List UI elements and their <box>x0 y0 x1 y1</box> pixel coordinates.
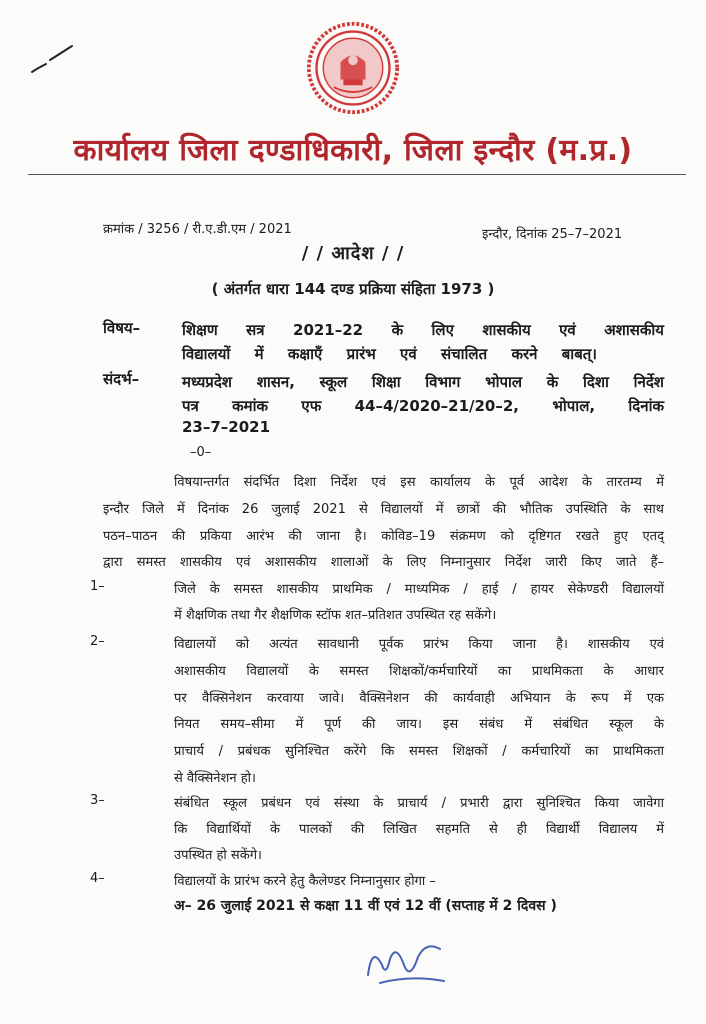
point-line: में शैक्षणिक तथा गैर शैक्षणिक स्टॉफ शत–प्रतिशत उपस्थित रह सकेंगे। <box>174 608 497 623</box>
point-line: जिले के समस्त शासकीय प्राथमिक / माध्यमिक / हाई / हायर सेकेण्डरी विद्यालयों <box>174 582 664 597</box>
point-number: 3– <box>90 793 105 808</box>
reference-line: मध्यप्रदेश शासन, स्कूल शिक्षा विभाग भोपाल के दिशा निर्देश <box>182 373 664 391</box>
point-number: 2– <box>90 634 105 649</box>
reference-line: पत्र कमांक एफ 44–4/2020–21/20–2, भोपाल, दिनांक <box>182 397 664 415</box>
point-number: 4– <box>90 871 105 886</box>
order-heading: / / आदेश / / <box>301 243 405 264</box>
order-place-date: इन्दौर, दिनांक 25–7–2021 <box>482 227 623 242</box>
point-line: विद्यालयों के प्रारंभ करने हेतु कैलेण्डर निम्नानुसार होगा – <box>174 874 436 889</box>
order-reference-number: क्रमांक / 3256 / री.ए.डी.एम / 2021 <box>103 222 292 237</box>
intro-line: द्वारा समस्त शासकीय एवं अशासकीय शालाओं के लिए निम्नानुसार निर्देश जारी किए जाते हैं– <box>103 555 664 570</box>
point-line: अशासकीय विद्यालयों के समस्त शिक्षकों/कर्मचारियों का प्राथमिकता के आधार <box>174 664 664 679</box>
office-title: कार्यालय जिला दण्डाधिकारी, जिला इन्दौर (म.प्र.) <box>73 133 633 168</box>
point-line: संबंधित स्कूल प्रबंधन एवं संस्था के प्राचार्य / प्रभारी द्वारा सुनिश्चित किया जावेगा <box>174 796 664 811</box>
point-line: नियत समय–सीमा में पूर्ण की जाय। इस संबंध में संबंधित स्कूल के <box>174 717 664 732</box>
point-line: उपस्थित हो सकेंगे। <box>174 848 262 863</box>
point-number: 1– <box>90 579 105 594</box>
schedule-line: अ– 26 जुलाई 2021 से कक्षा 11 वीं एवं 12 वीं (सप्ताह में 2 दिवस ) <box>174 898 557 914</box>
header-divider <box>28 174 686 175</box>
point-line: पर वैक्सिनेशन करवाया जावे। वैक्सिनेशन की कार्यवाही अभियान के रूप में एक <box>174 691 664 706</box>
subject-line: शिक्षण सत्र 2021–22 के लिए शासकीय एवं अशासकीय <box>182 321 664 339</box>
point-line: विद्यालयों को अत्यंत सावधानी पूर्वक प्रारंभ किया जाना है। शासकीय एवं <box>174 637 664 652</box>
government-seal-icon <box>305 20 401 116</box>
legal-section-line: ( अंतर्गत धारा 144 दण्ड प्रक्रिया संहिता 1973 ) <box>211 280 495 298</box>
point-line: कि विद्यार्थियों के पालकों की लिखित सहमति से ही विद्यार्थी विद्यालय में <box>174 822 664 837</box>
signature-mark <box>360 935 450 990</box>
subject-label: विषय– <box>103 319 141 337</box>
intro-line: विषयान्तर्गत संदर्भित दिशा निर्देश एवं इस कार्यालय के पूर्व आदेश के तारतम्य में <box>174 475 664 490</box>
point-line: प्राचार्य / प्रबंधक सुनिश्चित करेंगे कि समस्त शिक्षकों / कर्मचारियों का प्राथमिकता <box>174 744 664 759</box>
pen-stroke-mark <box>28 42 76 78</box>
intro-line: इन्दौर जिले में दिनांक 26 जुलाई 2021 से विद्यालयों में छात्रों की भौतिक उपस्थिति के साथ <box>103 502 664 517</box>
reference-line: 23–7–2021 <box>182 418 271 436</box>
point-line: से वैक्सिनेशन हो। <box>174 771 256 786</box>
separator-mark: –0– <box>190 445 212 460</box>
reference-label: संदर्भ– <box>103 370 140 388</box>
intro-line: पठन–पाठन की प्रकिया आरंभ की जाना है। कोविड–19 संक्रमण को दृष्टिगत रखते हुए एतद् <box>103 529 664 544</box>
subject-line: विद्यालयों में कक्षाएँ प्रारंभ एवं संचालित करने बाबत्। <box>182 345 597 363</box>
